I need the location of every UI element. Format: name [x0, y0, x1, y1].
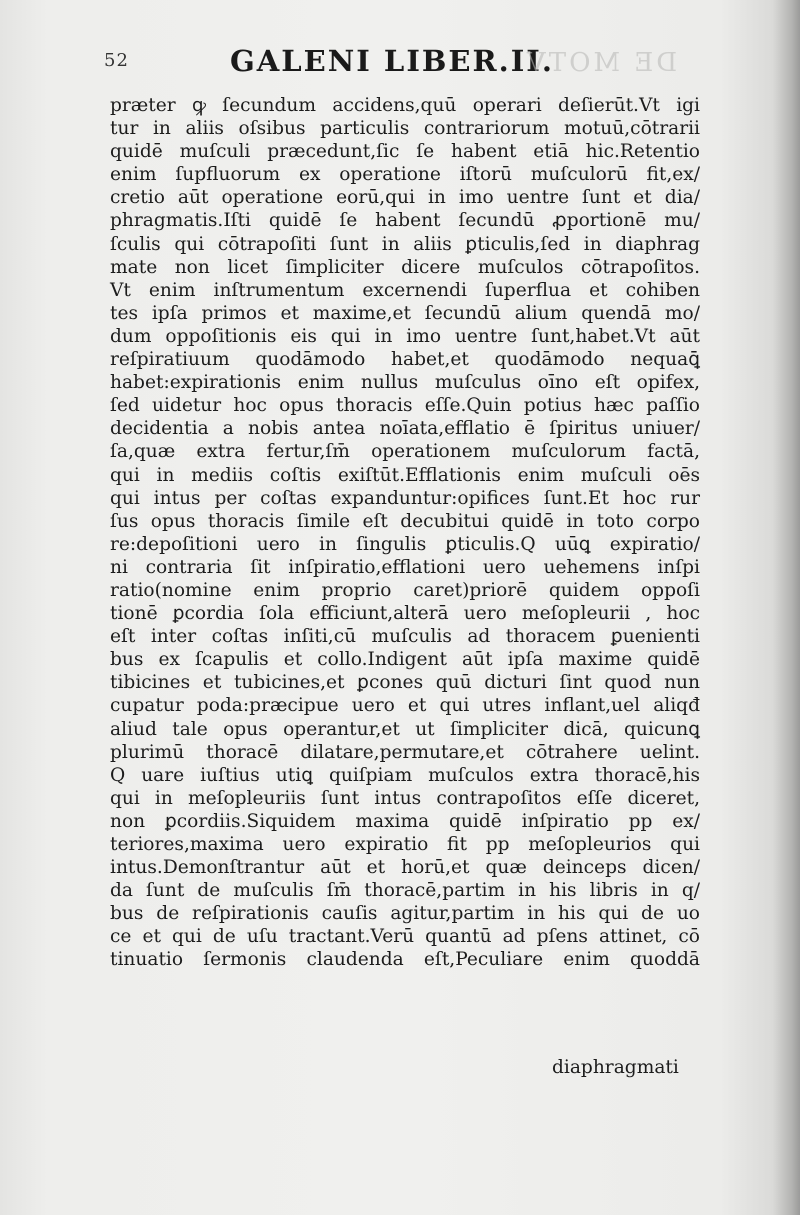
text-line: bus de reſpirationis cauſis agitur,partim in his qui de uo	[110, 903, 700, 925]
text-line: præter ꝙ ſecundum accidens,quū operari deſierūt.Vt igi	[110, 95, 700, 116]
text-line: ce et qui de uſu tractant.Verū quantū ad pſens attinet, cō	[110, 926, 700, 948]
body-text	[110, 94, 700, 972]
text-line: teriores,maxima uero expiratio fit pp meſopleurios qui	[110, 834, 700, 855]
text-line: eſt inter coſtas inſiti,cū muſculis ad thoracem ꝑuenienti	[110, 626, 700, 648]
text-line: bus ex ſcapulis et collo.Indigent aūt ipſa maxime quidē	[110, 649, 700, 671]
text-line: tionē ꝑcordia ſola efficiunt,alterā uero meſopleurii , hoc	[110, 603, 700, 625]
text-line: Vt enim inſtrumentum excernendi ſuperflua et cohiben	[110, 279, 700, 301]
text-line: dum oppoſitionis eis qui in imo uentre ſunt,habet.Vt aūt	[110, 325, 700, 347]
text-line: qui in mediis coſtis exiſtūt.Efflationis enim muſculi oēs	[110, 464, 700, 486]
gutter-shadow	[772, 0, 800, 1215]
text-line: cretio aūt operatione eorū,qui in imo uentre ſunt et dia/	[110, 187, 700, 209]
text-line: quidē muſculi præcedunt,ſic ſe habent etiā hic.Retentio	[110, 141, 700, 163]
text-line: intus.Demonſtrantur aūt et horū,et quæ deinceps dicen/	[110, 857, 700, 879]
page-header	[104, 44, 684, 86]
text-line: tinuatio ſermonis claudenda eſt,Peculiare enim quoddā	[110, 949, 700, 971]
text-line: plurimū thoracē dilatare,permutare,et cōtrahere uelint.	[110, 741, 700, 763]
page-number: 52	[104, 50, 129, 71]
text-line: reſpiratiuum quodāmodo habet,et quodāmodo nequaꝗ̄	[110, 349, 700, 371]
text-line: cupatur poda:præcipue uero et qui utres inflant,uel aliqđ	[110, 695, 700, 717]
text-line: ſus opus thoracis ſimile eſt decubitui quidē in toto corpo	[110, 510, 700, 532]
text-line: re:depoſitioni uero in ſingulis ꝑticulis.Q uūꝗ expiratio/	[110, 533, 700, 555]
text-line: tes ipſa primos et maxime,et ſecundū alium quendā mo/	[110, 302, 700, 324]
text-line: decidentia a nobis antea noīata,efflatio ē ſpiritus uniuer/	[110, 418, 700, 440]
text-line: qui intus per coſtas expanduntur:opifices ſunt.Et hoc rur	[110, 487, 700, 509]
text-line: ni contraria ſit inſpiratio,efflationi uero uehemens inſpi	[110, 556, 700, 578]
text-line: ſculis qui cōtrapoſiti ſunt in aliis ꝑticulis,ſed in diaphrag	[110, 233, 700, 255]
text-line: ſed uidetur hoc opus thoracis eſſe.Quin potius hæc paſſio	[110, 395, 700, 417]
text-line: tibicines et tubicines,et ꝑcones quū dicturi ſint quod nun	[110, 672, 700, 694]
text-line: tur in aliis oſsibus particulis contrariorum motuū,cōtrarii	[110, 118, 700, 140]
text-line: Q uare iuſtius utiꝗ quiſpiam muſculos extra thoracē,his	[110, 764, 700, 786]
text-line: mate non licet ſimpliciter dicere muſculos cōtrapoſitos.	[110, 256, 700, 278]
text-line: habet:expirationis enim nullus muſculus oīno eſt opifex,	[110, 372, 700, 394]
running-title: GALENI LIBER.II.	[230, 44, 554, 78]
catchword: diaphragmati	[552, 1057, 679, 1078]
text-line: phragmatis.Iſti quidē ſe habent ſecundū ꝓportionē mu/	[110, 210, 700, 232]
showthrough-text: DE MOTV	[524, 48, 678, 78]
text-line: qui in meſopleuriis ſunt intus contrapoſitos eſſe diceret,	[110, 787, 700, 809]
text-line: aliud tale opus operantur,et ut ſimpliciter dicā, quicunꝗ	[110, 718, 700, 740]
text-line: non ꝑcordiis.Siquidem maxima quidē inſpiratio pp ex/	[110, 810, 700, 832]
text-line: ſa,quæ extra fertur,ſm̄ operationem muſculorum factā,	[110, 441, 700, 463]
text-line: enim ſupfluorum ex operatione iſtorū muſculorū fit,ex/	[110, 164, 700, 186]
text-line: ratio(nomine enim proprio caret)priorē quidem oppoſi	[110, 579, 700, 601]
text-line: da ſunt de muſculis ſm̄ thoracē,partim in his libris in q/	[110, 880, 700, 902]
